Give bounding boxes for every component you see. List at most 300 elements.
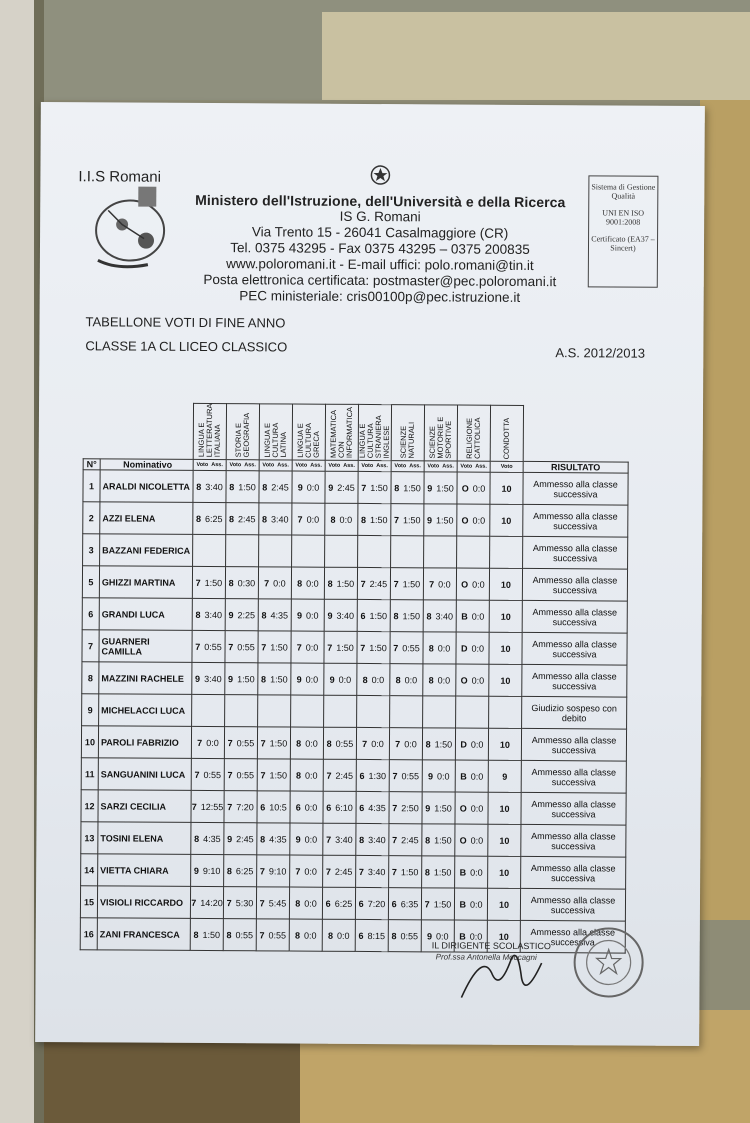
grade-absence: 2:50	[401, 802, 419, 814]
grade-cell	[358, 536, 391, 568]
grade-vote: 7	[325, 866, 331, 877]
grade-vote: D	[461, 643, 468, 654]
grade-absence: 0:55	[235, 929, 254, 940]
grade-vote: 7	[227, 801, 233, 812]
grade-vote: 7	[191, 897, 197, 908]
grade-absence: 0:0	[472, 515, 486, 526]
grade-cell	[424, 536, 457, 568]
republic-emblem-icon	[369, 164, 391, 186]
grade-cell	[422, 760, 455, 792]
ass-label: Ass.	[475, 463, 487, 470]
voto-ass-header	[193, 460, 226, 471]
result-cell: Ammesso alla classe successiva	[521, 729, 626, 762]
cert-line-1: Sistema di Gestione Qualità	[591, 182, 656, 201]
subject-label: LINGUA E CULTURA LATINA	[262, 422, 288, 458]
grade-absence: 1:50	[434, 835, 452, 846]
grade-cell	[226, 503, 259, 535]
grade-absence: 0:0	[471, 643, 485, 654]
grade-cell	[455, 792, 488, 824]
student-name: VISIOLI RICCARDO	[97, 886, 190, 919]
grade-absence: 1:50	[202, 929, 221, 940]
grade-absence: 1:50	[269, 770, 288, 781]
school-logo-text: I.I.S Romani	[78, 168, 162, 186]
grade-absence: 1:50	[402, 610, 421, 622]
student-name: AZZI ELENA	[100, 502, 193, 535]
grade-cell	[455, 760, 488, 792]
grade-vote: 7	[264, 578, 270, 589]
grade-absence: 3:40	[204, 609, 223, 620]
grade-cell	[423, 600, 456, 632]
table-row	[82, 566, 627, 601]
grade-absence: 1:50	[370, 514, 388, 525]
grade-absence: 0:0	[470, 803, 484, 814]
grade-cell	[258, 599, 291, 631]
grade-vote: B	[461, 611, 468, 622]
grade-vote: 8	[425, 739, 431, 750]
grade-cell	[192, 567, 225, 599]
conduct-voto-header: Voto	[490, 461, 523, 472]
grade-absence: 1:50	[402, 578, 421, 590]
grade-cell	[356, 728, 389, 760]
grade-vote: 7	[259, 930, 265, 941]
grade-cell	[391, 472, 424, 504]
subject-header	[457, 405, 490, 461]
grade-vote: 8	[229, 481, 235, 492]
grade-cell	[357, 632, 390, 664]
grade-absence: 0:0	[472, 579, 485, 590]
grade-cell	[291, 567, 324, 599]
grade-vote: 7	[393, 578, 399, 589]
table-row	[81, 790, 626, 825]
grade-absence: 0:0	[404, 674, 418, 685]
grade-vote: 7	[259, 898, 265, 909]
grade-cell	[323, 791, 356, 823]
grade-cell	[456, 664, 489, 696]
student-number: 10	[81, 726, 98, 758]
voto-label: Voto	[229, 462, 242, 469]
grade-cell	[322, 887, 355, 919]
grade-vote: 8	[195, 609, 201, 620]
grade-vote: O	[461, 579, 469, 590]
grade-absence: 1:50	[370, 482, 388, 493]
subject-label: MATEMATICA CON INFORMATICA	[328, 406, 355, 459]
subject-header	[193, 403, 226, 459]
grade-vote: 7	[392, 802, 398, 813]
grade-vote: 6	[260, 802, 266, 813]
grade-cell	[325, 503, 358, 535]
grade-cell	[455, 824, 488, 856]
grade-vote: 7	[358, 866, 364, 877]
grade-absence: 0:0	[436, 771, 450, 782]
result-header: RISULTATO	[523, 462, 628, 474]
grade-absence: 0:55	[236, 769, 255, 780]
table-row	[83, 470, 628, 505]
grade-cell	[223, 887, 256, 919]
grade-cell	[456, 696, 489, 728]
grade-cell	[291, 631, 324, 663]
grade-absence: 4:35	[203, 833, 221, 844]
grade-cell	[390, 600, 423, 632]
grade-vote: 7	[260, 770, 266, 781]
grade-cell	[289, 919, 322, 951]
grade-vote: 8	[295, 770, 302, 781]
result-cell: Ammesso alla classe successiva	[521, 857, 626, 890]
grade-cell	[291, 599, 324, 631]
grade-vote: 7	[260, 738, 266, 749]
grade-absence: 6:25	[235, 865, 254, 876]
cert-line-2: UNI EN ISO 9001:2008	[602, 208, 645, 227]
grade-cell	[289, 887, 322, 919]
student-number: 2	[83, 502, 100, 534]
result-cell: Ammesso alla classe successiva	[521, 825, 626, 858]
grade-cell	[357, 664, 390, 696]
grade-cell	[357, 568, 390, 600]
result-cell: Giudizio sospeso con debito	[522, 697, 627, 730]
grade-vote: 9	[425, 803, 431, 814]
grade-absence: 12:55	[200, 801, 224, 812]
grade-cell	[259, 535, 292, 567]
grade-cell	[423, 696, 456, 728]
grade-cell	[291, 663, 324, 695]
grade-vote: 7	[227, 769, 233, 780]
grade-cell	[226, 471, 259, 503]
conduct-grade: 10	[488, 824, 521, 856]
grade-cell	[292, 503, 325, 535]
grade-absence: 0:0	[338, 674, 352, 685]
grade-absence: 0:0	[470, 835, 484, 846]
grade-absence: 2:45	[335, 770, 354, 781]
student-number: 11	[81, 758, 98, 790]
voto-label: Voto	[361, 463, 374, 470]
voto-label: Voto	[460, 463, 473, 470]
grade-cell	[225, 695, 258, 727]
grade-absence: 3:40	[335, 834, 353, 845]
grade-absence: 0:0	[471, 675, 485, 686]
grade-cell	[190, 919, 223, 951]
student-name: GUARNERI CAMILLA	[99, 630, 192, 663]
grade-vote: 6	[358, 930, 364, 941]
grade-cell	[421, 888, 454, 920]
grade-absence: 0:55	[236, 737, 255, 748]
grade-absence: 14:20	[200, 897, 223, 908]
voto-label: Voto	[328, 462, 341, 470]
school-logo	[78, 160, 179, 283]
table-row	[82, 662, 627, 697]
student-number: 3	[83, 534, 100, 566]
grade-cell	[388, 888, 421, 920]
grade-cell	[422, 792, 455, 824]
grade-absence: 3:40	[204, 673, 222, 684]
grade-vote: 7	[392, 770, 398, 781]
subject-header	[292, 404, 325, 460]
grade-absence: 3:40	[205, 481, 223, 492]
grade-vote: 9	[427, 483, 433, 494]
grade-vote: 8	[391, 930, 397, 941]
grade-cell	[224, 727, 257, 759]
grade-absence: 1:50	[270, 674, 288, 685]
grade-cell	[292, 535, 325, 567]
result-cell: Ammesso alla classe successiva	[521, 793, 626, 826]
grade-absence: 9:10	[268, 866, 287, 877]
grade-cell	[256, 887, 289, 919]
grade-cell	[225, 631, 258, 663]
grade-absence: 0:0	[304, 802, 318, 813]
grade-cell	[357, 600, 390, 632]
conduct-grade: 9	[488, 760, 521, 792]
grade-cell	[224, 791, 257, 823]
student-name: ZANI FRANCESCA	[97, 918, 190, 951]
grade-absence: 2:45	[401, 834, 419, 846]
result-cell: Ammesso alla classe successiva	[520, 889, 625, 922]
grade-vote: B	[459, 931, 466, 942]
ass-label: Ass.	[409, 463, 421, 470]
wall-left	[0, 0, 34, 1123]
grade-absence: 3:40	[271, 514, 289, 525]
grade-vote: 6	[325, 898, 331, 909]
grade-vote: 8	[330, 514, 336, 525]
grade-vote: 6	[359, 770, 365, 781]
conduct-label: CONDOTTA	[501, 417, 511, 460]
voto-ass-header	[292, 460, 325, 471]
letterhead	[180, 163, 581, 306]
grade-cell	[257, 727, 290, 759]
grade-vote: 8	[297, 578, 303, 589]
grade-vote: O	[459, 803, 467, 814]
grade-vote: 8	[394, 482, 400, 493]
subject-header	[424, 405, 457, 461]
grade-cell	[390, 632, 423, 664]
signature-name: Prof.ssa Antonella Moccagni	[435, 952, 537, 963]
subject-header-row	[83, 403, 628, 463]
grade-vote: 8	[296, 738, 302, 749]
grade-cell	[422, 728, 455, 760]
grade-absence: 1:50	[433, 867, 452, 878]
grade-cell	[193, 535, 226, 567]
grade-absence: 7:20	[236, 801, 254, 812]
student-number: 1	[83, 470, 100, 502]
grade-cell	[191, 791, 224, 823]
grade-cell	[424, 504, 457, 536]
grade-vote: 8	[362, 674, 368, 685]
grade-cell	[193, 471, 226, 503]
grade-vote: 9	[228, 673, 234, 684]
grade-cell	[324, 663, 357, 695]
col-number: N°	[83, 459, 100, 470]
grade-cell	[455, 728, 488, 760]
grade-cell	[291, 695, 324, 727]
grade-absence: 3:40	[368, 834, 386, 845]
grade-cell	[191, 727, 224, 759]
grade-vote: 7	[362, 738, 368, 749]
grade-cell	[423, 632, 456, 664]
grade-cell	[325, 535, 358, 567]
conduct-grade: 10	[490, 472, 523, 504]
grade-vote: 9	[228, 609, 234, 620]
grade-absence: 8:15	[367, 930, 386, 941]
conduct-grade: 10	[489, 632, 522, 664]
conduct-grade: 10	[487, 920, 520, 952]
grade-absence: 2:45	[238, 513, 256, 525]
grade-vote: 7	[326, 834, 332, 845]
grade-absence: 2:45	[271, 482, 289, 493]
grade-absence: 0:0	[470, 867, 483, 878]
grade-vote: 8	[260, 834, 266, 845]
grade-vote: 7	[261, 642, 267, 653]
grade-cell	[422, 856, 455, 888]
grade-vote: 9	[227, 833, 233, 844]
col-name: Nominativo	[100, 459, 193, 471]
grade-vote: 7	[197, 737, 203, 748]
grade-cell	[257, 823, 290, 855]
grade-cell	[192, 631, 225, 663]
student-name: PAROLI FABRIZIO	[98, 726, 191, 759]
school-phone: Tel. 0375 43295 - Fax 0375 43295 – 0375 200835	[230, 240, 530, 257]
student-name: GHIZZI MARTINA	[99, 566, 192, 599]
voto-ass-header	[457, 461, 490, 472]
table-row	[83, 502, 628, 537]
grade-absence: 0:0	[438, 579, 451, 590]
grade-cell	[259, 503, 292, 535]
grade-cell	[424, 472, 457, 504]
conduct-grade	[490, 536, 523, 568]
grade-absence: 0:0	[304, 930, 317, 941]
grade-absence: 1:50	[403, 514, 421, 526]
grade-absence: 1:50	[400, 866, 419, 878]
subject-label: SCIENZE MOTORIE E SPORTIVE	[427, 416, 453, 459]
grade-cell	[357, 696, 390, 728]
voto-label: Voto	[427, 463, 440, 470]
sheet-title: TABELLONE VOTI DI FINE ANNO	[85, 314, 286, 331]
grade-cell	[323, 855, 356, 887]
subject-header	[259, 404, 292, 460]
grade-cell	[422, 824, 455, 856]
grade-vote: 7	[259, 866, 265, 877]
grade-absence: 5:45	[268, 898, 287, 909]
grade-vote: 9	[427, 515, 433, 526]
grade-vote: 8	[294, 930, 301, 941]
grade-vote: 7	[360, 642, 366, 653]
table-row	[81, 822, 626, 857]
grade-absence: 0:55	[268, 930, 287, 941]
grade-cell	[323, 759, 356, 791]
grade-vote: 8	[425, 835, 431, 846]
voto-ass-header	[391, 461, 424, 472]
student-name: TOSINI ELENA	[98, 822, 191, 855]
grade-absence: 0:0	[371, 674, 385, 685]
grade-vote: 9	[295, 834, 301, 845]
grade-vote: 7	[194, 769, 200, 780]
grade-vote: 7	[295, 866, 301, 877]
result-cell: Ammesso alla classe successiva	[522, 601, 627, 634]
grade-vote: 8	[229, 513, 235, 524]
grade-vote: 7	[327, 642, 333, 653]
grade-vote: 8	[261, 610, 267, 621]
grade-absence: 0:0	[437, 643, 451, 654]
subject-label: LINGUA E CULTURA GRECA	[295, 423, 321, 458]
grade-vote: 8	[426, 611, 432, 622]
grade-absence: 5:30	[235, 897, 254, 908]
voto-label: Voto	[196, 462, 209, 469]
student-number: 7	[82, 630, 99, 662]
voto-ass-header	[424, 461, 457, 472]
grade-absence: 0:0	[339, 514, 353, 525]
grade-vote: B	[459, 899, 466, 910]
grade-vote: 8	[428, 643, 434, 654]
grade-absence: 0:0	[306, 514, 320, 525]
class-name: CLASSE 1A CL LICEO CLASSICO	[85, 338, 288, 355]
grade-cell	[389, 760, 422, 792]
grade-vote: 7	[394, 514, 400, 525]
signature-scribble-icon	[451, 943, 551, 1004]
grade-absence: 0:0	[337, 930, 350, 941]
voto-ass-header	[226, 460, 259, 471]
grade-vote: 6	[326, 802, 332, 813]
student-name: SANGUANINI LUCA	[98, 758, 191, 791]
grade-cell	[256, 919, 289, 951]
grade-cell	[324, 567, 357, 599]
voto-label: Voto	[262, 462, 275, 469]
grade-absence: 3:40	[336, 610, 355, 621]
school-address: Via Trento 15 - 26041 Casalmaggiore (CR)	[251, 224, 509, 241]
grade-absence: 0:55	[204, 641, 222, 652]
grade-cell	[391, 536, 424, 568]
grade-absence: 10:5	[269, 802, 287, 813]
grades-body	[80, 470, 628, 953]
grade-vote: 8	[262, 514, 268, 525]
grade-absence: 0:55	[335, 738, 354, 749]
grade-vote: 7	[326, 770, 332, 781]
conduct-grade: 10	[490, 504, 523, 536]
grade-vote: 7	[227, 737, 233, 748]
result-cell: Ammesso alla classe successiva	[520, 921, 625, 954]
school-name: IS G. Romani	[339, 208, 421, 225]
table-row	[81, 758, 626, 793]
grade-vote: 6	[358, 898, 364, 909]
grade-vote: 9	[296, 674, 302, 685]
grade-vote: 9	[328, 482, 334, 493]
grade-absence: 0:55	[400, 930, 419, 942]
student-name: MICHELACCI LUCA	[99, 694, 192, 727]
student-name: SARZI CECILIA	[98, 790, 191, 823]
voto-ass-header	[259, 460, 292, 471]
grade-vote: 7	[195, 641, 201, 652]
grade-vote: 8	[327, 578, 333, 589]
student-number: 14	[81, 854, 98, 886]
grade-absence: 1:50	[436, 515, 454, 526]
grade-cell	[325, 471, 358, 503]
grade-cell	[192, 599, 225, 631]
student-number: 5	[82, 566, 99, 598]
student-name: MAZZINI RACHELE	[99, 662, 192, 695]
grade-cell	[290, 791, 323, 823]
student-number: 16	[80, 918, 97, 950]
grade-absence: 0:0	[304, 834, 318, 845]
table-row	[82, 598, 627, 633]
grade-cell	[358, 504, 391, 536]
conduct-grade: 10	[488, 792, 521, 824]
grades-table	[80, 402, 629, 954]
grade-absence: 0:0	[371, 738, 384, 749]
subject-header	[325, 404, 358, 460]
conduct-grade	[489, 696, 522, 728]
grade-absence: 0:0	[437, 675, 451, 686]
school-pec: Posta elettronica certificata: postmaster@pec.poloromani.it	[203, 271, 557, 290]
ass-label: Ass.	[442, 463, 454, 470]
grade-cell	[456, 568, 489, 600]
result-cell: Ammesso alla classe successiva	[522, 569, 627, 602]
grade-cell	[389, 824, 422, 856]
cert-line-3: Certificato (EA37 – Sincert)	[591, 234, 655, 253]
